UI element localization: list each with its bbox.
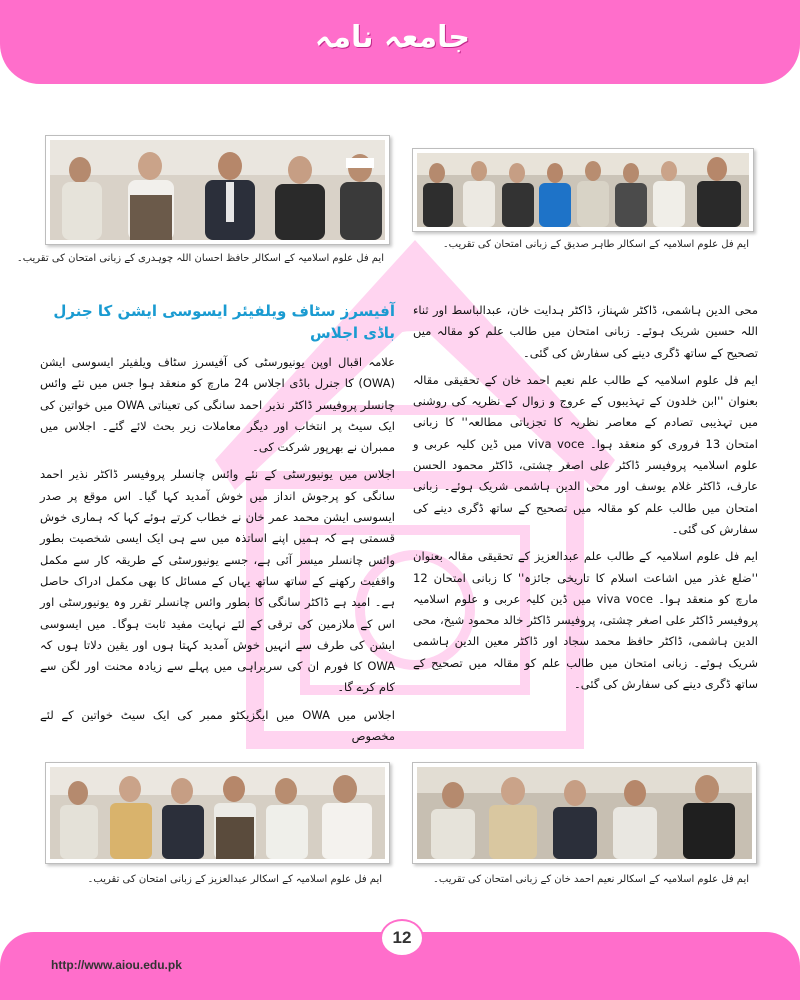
article-owa-general-body — [40, 300, 395, 753]
article-paragraph: ایم فل علوم اسلامیہ کے طالب علم عبدالعزیز کے تحقیقی مقالہ بعنوان ''ضلع غذر میں اشاعت اسلام کا تاریخی جائزہ'' کا زبانی امتحان 12 مارچ کو منعقد ہوا۔ viva voce میں ڈین کلیہ عربی و علوم اسلامیہ پروفیسر ڈاکٹر علی اصغر چشتی، پروفیسر ڈاکٹر خالد محمود شیخ، محی الدین ہاشمی، ڈاکٹر حافظ محمد سجاد اور ڈاکٹر معین الدین ہاشمی شریک ہوئے۔ زبانی امتحان میں طالب علم کو مقالہ میں تصحیح کے ساتھ ڈگری دینے کی سفارش کی گئی۔ — [413, 549, 758, 692]
page-header-band — [0, 0, 800, 84]
photo-caption: ایم فل علوم اسلامیہ کے اسکالر عبدالعزیز کے زبانی امتحان کی تقریب۔ — [87, 874, 382, 885]
group-photo-image — [50, 140, 385, 240]
group-photo-image — [50, 767, 385, 859]
article-paragraph: محی الدین ہاشمی، ڈاکٹر شہناز، ڈاکٹر ہدایت خان، عبدالباسط اور ثناء اللہ حسین شریک ہوئے۔ زبانی امتحان میں طالب علم کو مقالہ میں تصحیح کے ساتھ ڈگری دینے کی سفارش کی گئی۔ — [413, 303, 758, 360]
photo-caption: ایم فل علوم اسلامیہ کے اسکالر حافظ احسان اللہ چوہدری کے زبانی امتحان کی تقریب۔ — [16, 253, 384, 264]
group-photo-image — [417, 153, 749, 227]
article-heading: آفیسرز سٹاف ویلفیئر ایسوسی ایشن کا جنرل باڈی اجلاس — [53, 302, 395, 342]
magazine-title: جامعہ نامہ — [314, 20, 470, 55]
article-paragraph: ایم فل علوم اسلامیہ کے طالب علم نعیم احمد خان کے تحقیقی مقالہ بعنوان ''ابن خلدون کے تہذیبوں کے عروج و زوال کے نظریہ کی روشنی میں تہذیبی تصادم کے معاصر نظریہ کا تجزیاتی مطالعہ'' کا زبانی امتحان 13 فروری کو منعقد ہوا۔ viva voce میں ڈین کلیہ عربی و علوم اسلامیہ پروفیسر ڈاکٹر علی اصغر چشتی، ڈاکٹر محمود الحسن عارف، ڈاکٹر غلام یوسف اور محی الدین ہاشمی شریک ہوئے۔ زبانی امتحان میں طالب علم کو مقالہ میں تصحیح کے ساتھ ڈگری دینے کی سفارش کی گئی۔ — [413, 372, 758, 536]
article-paragraph: علامہ اقبال اوپن یونیورسٹی کی آفیسرز سٹاف ویلفیئر ایسوسی ایشن (OWA) کا جنرل باڈی اجلاس 24 مارچ کو منعقد ہوا جس میں نئے وائس چانسلر پروفیسر ڈاکٹر نذیر احمد سانگی کی تعیناتی OWA میں خواتین کی ایک سیٹ پر انتخاب اور دیگر معاملات زیر بحث لائے گئے۔ اجلاس میں ممبران نے بھرپور شرکت کی۔ — [40, 355, 395, 455]
photo-bottom-right — [412, 762, 757, 892]
photo-caption: ایم فل علوم اسلامیہ کے اسکالر نعیم احمد خان کے زبانی امتحان کی تقریب۔ — [433, 874, 749, 885]
article-mphil-viva — [413, 300, 758, 701]
photo-frame — [45, 762, 390, 864]
photo-caption: ایم فل علوم اسلامیہ کے اسکالر طاہر صدیق کے زبانی امتحان کی تقریب۔ — [442, 239, 749, 250]
photo-frame — [45, 135, 390, 245]
photo-frame — [412, 762, 757, 864]
photo-bottom-left — [45, 762, 390, 892]
photo-top-right — [412, 148, 757, 273]
page-number: 12 — [380, 919, 424, 957]
group-photo-image — [417, 767, 752, 859]
article-paragraph: اجلاس میں یونیورسٹی کے نئے وائس چانسلر پروفیسر ڈاکٹر نذیر احمد سانگی کو پرجوش انداز میں خوش آمدید کہا گیا۔ اس موقع پر صدر ایسوسی ایشن محمد عمر خان نے خطاب کرتے ہوئے کہا کہ ہماری خوش قسمتی ہے کہ ہمیں اپنے اساتذہ میں سے ہی ایک ایسی شخصیت بطور وائس چانسلر میسر آئی ہے، جسے یونیورسٹی کے طریقہ کار سے مکمل واقفیت رکھنے کے ساتھ ساتھ یہاں کے مسائل کا بھی مکمل ادراک حاصل ہے۔ امید ہے ڈاکٹر سانگی کا بطور وائس چانسلر تقرر وہ یونیورسٹی اور اس کے ملازمین کی ترقی کے لئے نہایت مفید ثابت ہوگا۔ میں ایسوسی ایشن کی طرف سے انہیں خوش آمدید کہتا ہوں اور یقین دلاتا ہوں کہ OWA کا فورم ان کی سربراہی میں پہلے سے زیادہ محنت اور لگن سے کام کرے گا۔ — [40, 467, 395, 695]
photo-frame — [412, 148, 754, 232]
article-paragraph: اجلاس میں OWA میں ایگزیکٹو ممبر کی ایک سیٹ خواتین کے لئے مخصوص — [40, 707, 395, 744]
photo-top-left — [16, 135, 390, 273]
page-footer-band — [0, 928, 800, 1000]
website-url: http://www.aiou.edu.pk — [51, 958, 182, 972]
